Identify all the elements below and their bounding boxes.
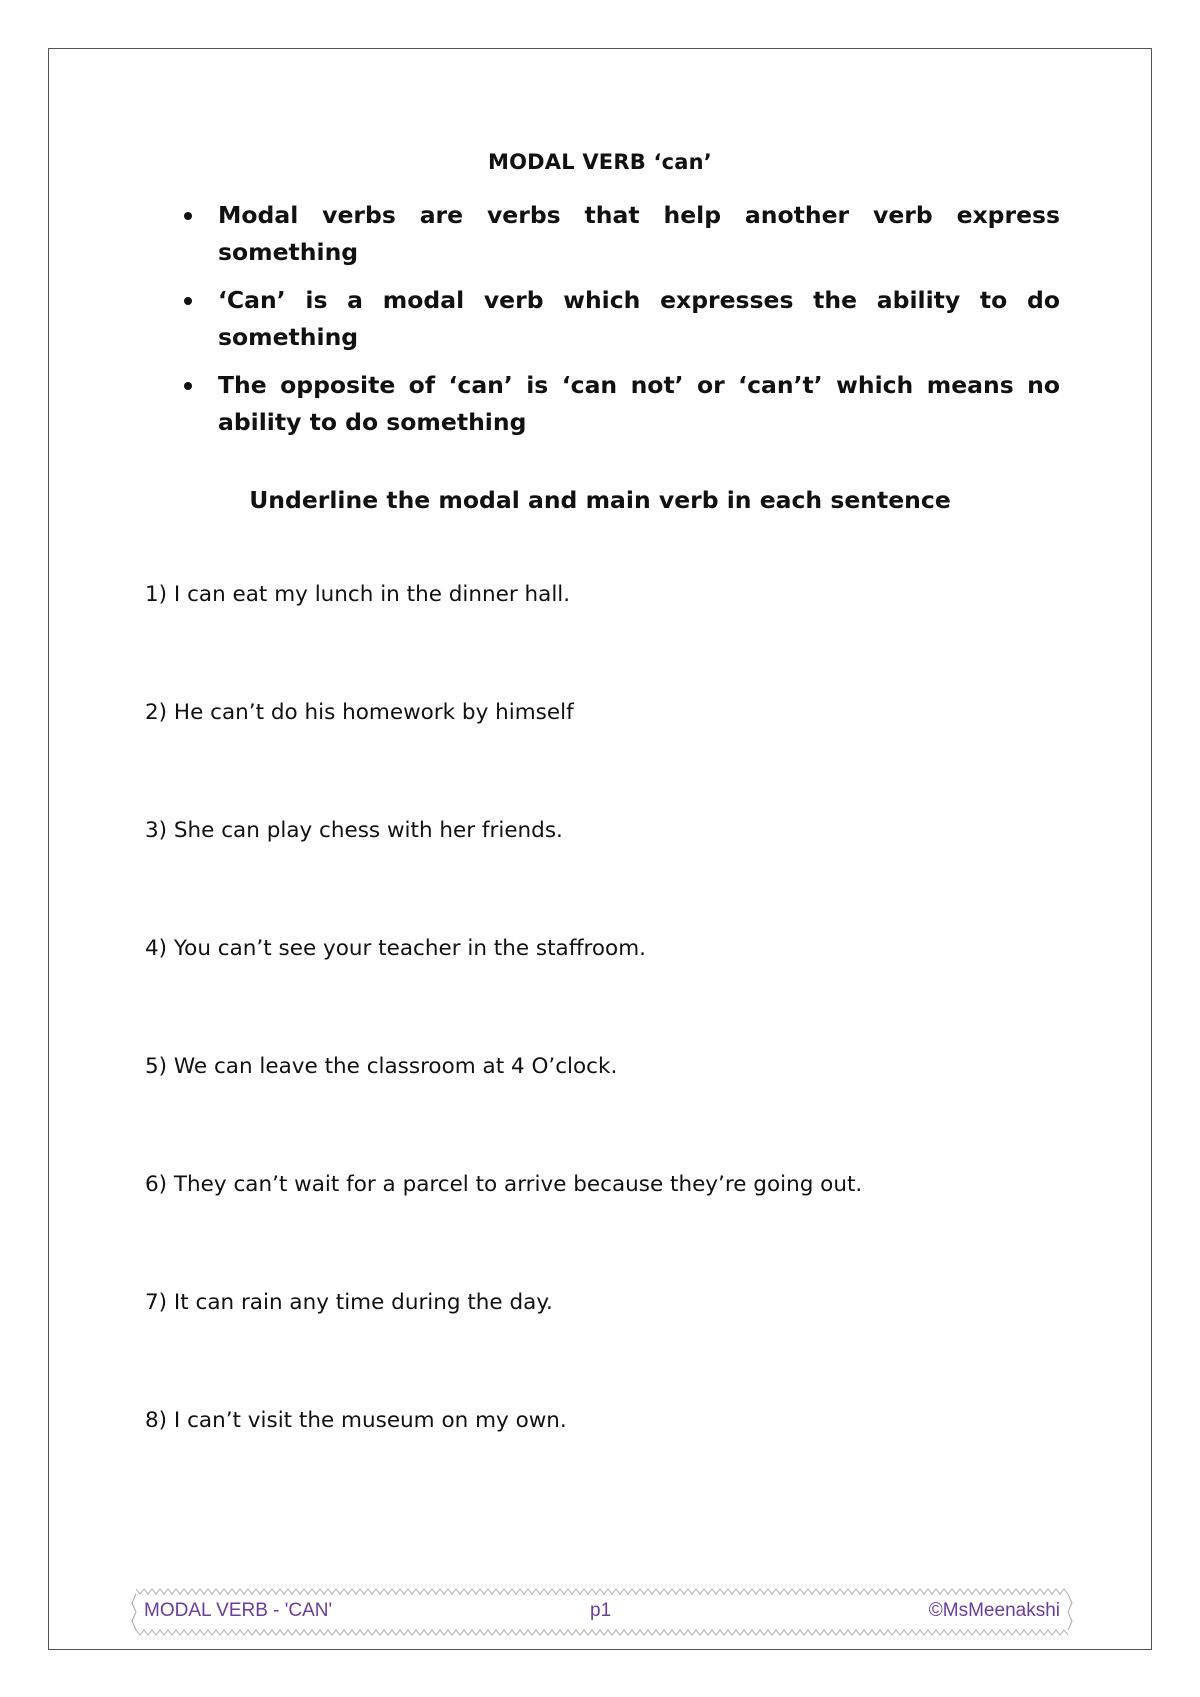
question-item: 7) It can rain any time during the day. [145,1290,553,1315]
definition-item: ‘Can’ is a modal verb which expresses the ability to do something [180,282,1060,356]
bullet-icon [184,212,192,220]
question-item: 1) I can eat my lunch in the dinner hall. [145,582,571,607]
worksheet-title: MODAL VERB ‘can’ [488,150,712,174]
definition-item: Modal verbs are verbs that help another verb express something [180,197,1060,271]
question-item: 3) She can play chess with her friends. [145,818,563,843]
question-item: 8) I can’t visit the museum on my own. [145,1408,567,1433]
question-item: 5) We can leave the classroom at 4 O’clock. [145,1054,618,1079]
definition-item: The opposite of ‘can’ is ‘can not’ or ‘can’t’ which means no ability to do something [180,367,1060,441]
question-item: 2) He can’t do his homework by himself [145,700,574,725]
page-number: p1 [590,1600,612,1621]
footer-copyright: ©MsMeenakshi [928,1600,1060,1621]
footer-title: MODAL VERB - 'CAN' [144,1600,333,1621]
question-item: 6) They can’t wait for a parcel to arrive because they’re going out. [145,1172,863,1197]
page-footer [130,1586,1074,1638]
bullet-icon [184,297,192,305]
question-item: 4) You can’t see your teacher in the staffroom. [145,936,646,961]
instruction-heading: Underline the modal and main verb in each sentence [249,486,951,514]
definition-list [180,197,1060,452]
bullet-icon [184,382,192,390]
